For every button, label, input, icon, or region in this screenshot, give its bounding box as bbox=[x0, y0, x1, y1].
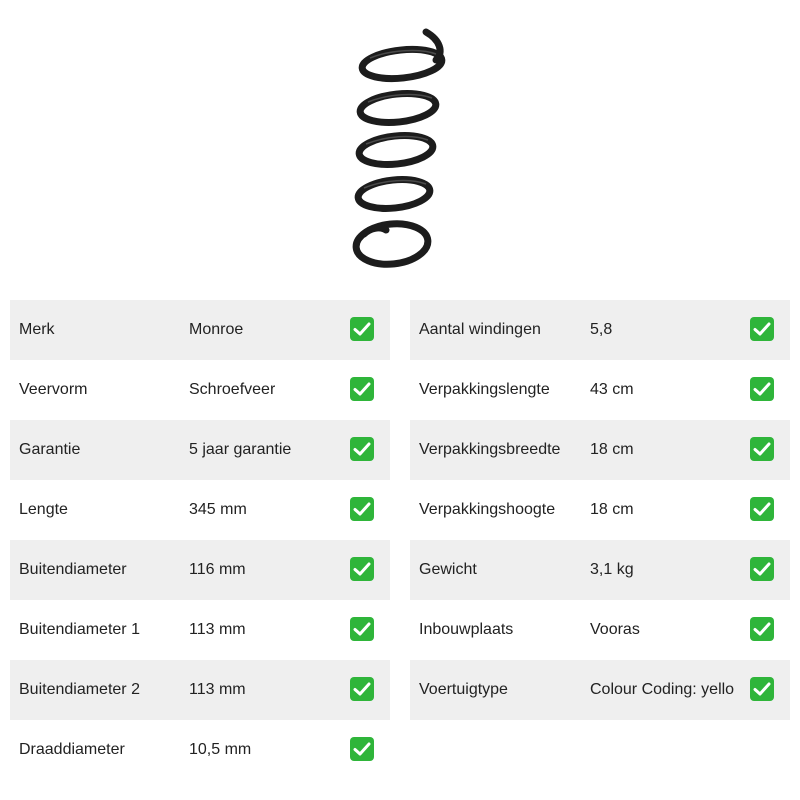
spec-row-veervorm bbox=[10, 360, 390, 420]
spec-label: Buitendiameter 2 bbox=[19, 681, 140, 698]
check-icon bbox=[350, 557, 374, 581]
check-icon bbox=[350, 377, 374, 401]
check-icon bbox=[350, 617, 374, 641]
spec-value: 10,5 mm bbox=[189, 741, 252, 758]
spec-row-buitendiameter-2 bbox=[10, 660, 390, 720]
spec-row-verpakkingslengte bbox=[410, 360, 790, 420]
spec-label: Draaddiameter bbox=[19, 741, 125, 758]
spec-value: Colour Coding: yello bbox=[590, 681, 735, 698]
spec-value: 3,1 kg bbox=[590, 561, 634, 578]
spec-row-merk bbox=[10, 300, 390, 360]
spec-label: Verpakkingsbreedte bbox=[419, 441, 561, 458]
spec-label: Veervorm bbox=[19, 381, 88, 398]
spec-value: 5 jaar garantie bbox=[189, 441, 292, 458]
spec-label: Buitendiameter 1 bbox=[19, 621, 140, 638]
spec-row-voertuigtype bbox=[410, 660, 790, 720]
spec-value: 113 mm bbox=[189, 621, 246, 638]
check-icon bbox=[750, 497, 774, 521]
spec-label: Buitendiameter bbox=[19, 561, 127, 578]
spec-row-lengte bbox=[10, 480, 390, 540]
spec-value: 345 mm bbox=[189, 501, 247, 518]
spec-row-buitendiameter bbox=[10, 540, 390, 600]
check-icon bbox=[750, 617, 774, 641]
spec-label: Merk bbox=[19, 321, 55, 338]
spec-label: Voertuigtype bbox=[419, 681, 508, 698]
check-icon bbox=[750, 677, 774, 701]
spec-value: Schroefveer bbox=[189, 381, 276, 398]
spec-row-garantie bbox=[10, 420, 390, 480]
check-icon bbox=[750, 377, 774, 401]
check-icon bbox=[750, 317, 774, 341]
check-icon bbox=[750, 557, 774, 581]
spec-table-right bbox=[410, 300, 790, 720]
spec-label: Verpakkingshoogte bbox=[419, 501, 556, 518]
spec-row-draaddiameter bbox=[10, 720, 390, 780]
check-icon bbox=[350, 317, 374, 341]
spec-value: 18 cm bbox=[590, 441, 634, 458]
spec-value: 18 cm bbox=[590, 501, 634, 518]
spec-row-verpakkingsbreedte bbox=[410, 420, 790, 480]
check-icon bbox=[750, 437, 774, 461]
spec-value: 113 mm bbox=[189, 681, 246, 698]
spec-label: Lengte bbox=[19, 501, 68, 518]
check-icon bbox=[350, 437, 374, 461]
check-icon bbox=[350, 497, 374, 521]
spec-value: Vooras bbox=[590, 621, 640, 638]
spec-label: Garantie bbox=[19, 441, 81, 458]
spec-label: Inbouwplaats bbox=[419, 621, 514, 638]
check-icon bbox=[350, 677, 374, 701]
spec-value: 43 cm bbox=[590, 381, 634, 398]
spec-row-aantal-windingen bbox=[410, 300, 790, 360]
spec-row-gewicht bbox=[410, 540, 790, 600]
spec-row-inbouwplaats bbox=[410, 600, 790, 660]
spec-table-left bbox=[10, 300, 390, 780]
check-icon bbox=[350, 737, 374, 761]
spec-row-buitendiameter-1 bbox=[10, 600, 390, 660]
spec-label: Verpakkingslengte bbox=[419, 381, 550, 398]
coil-spring-image bbox=[340, 22, 460, 280]
spec-value: 5,8 bbox=[590, 321, 613, 338]
spec-label: Gewicht bbox=[419, 561, 477, 578]
spec-row-verpakkingshoogte bbox=[410, 480, 790, 540]
spec-value: Monroe bbox=[189, 321, 244, 338]
spec-value: 116 mm bbox=[189, 561, 246, 578]
spec-label: Aantal windingen bbox=[419, 321, 541, 338]
